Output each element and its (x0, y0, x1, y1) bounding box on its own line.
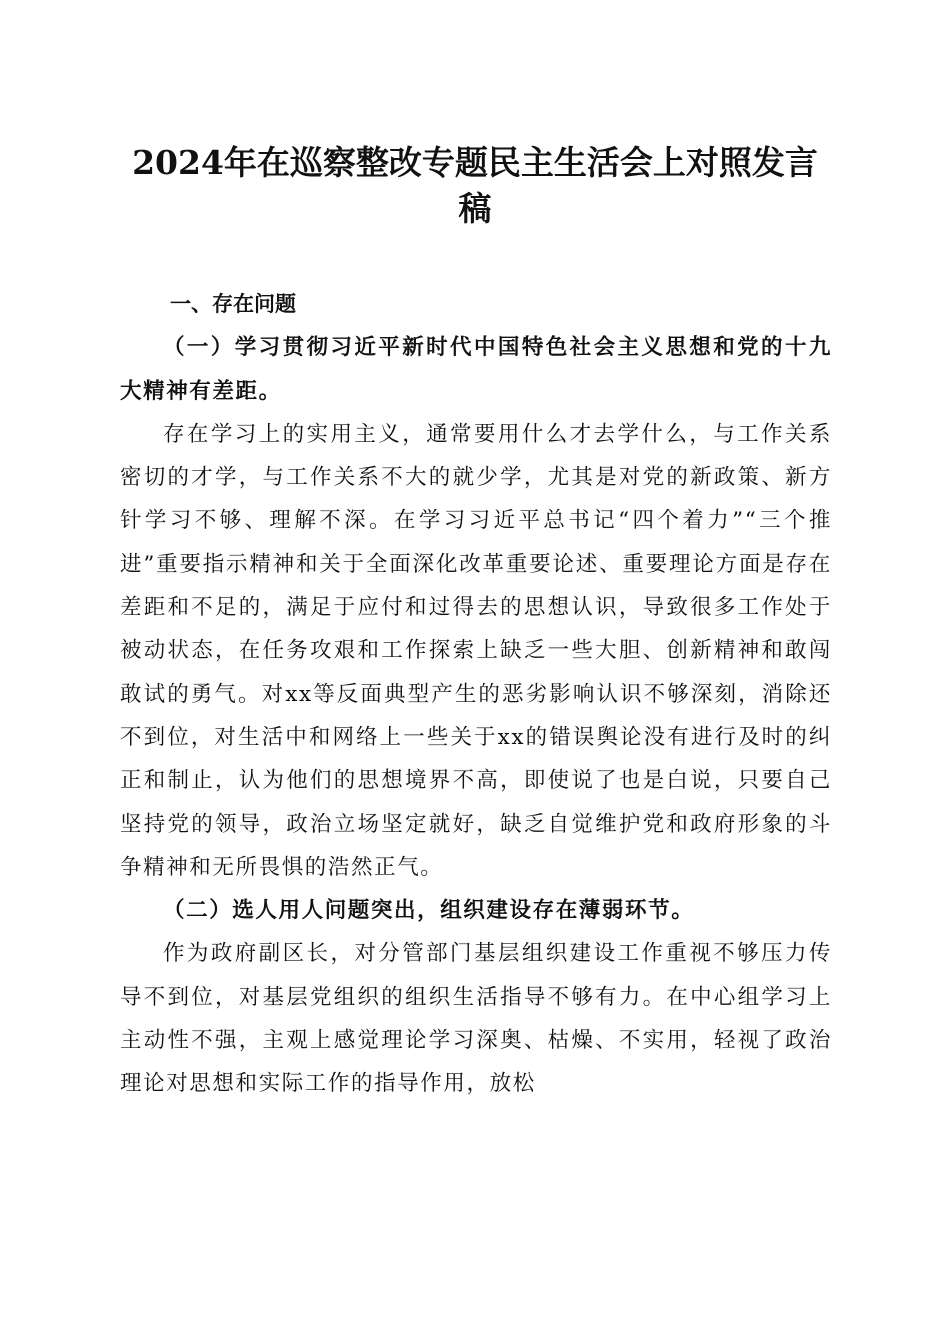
document-title: 2024年在巡察整改专题民主生活会上对照发言稿 (132, 143, 818, 228)
document-body (120, 283, 832, 1106)
subheading-2: （二）选人用人问题突出，组织建设存在薄弱环节。 (163, 898, 695, 924)
paragraph-2: 作为政府副区长，对分管部门基层组织建设工作重视不够压力传导不到位，对基层党组织的组织生活指导不够有力。在中心组学习上主动性不强，主观上感觉理论学习深奥、枯燥、不实用，轻视了政治理论对思想和实际工作的指导作用，放松 (120, 941, 832, 1097)
section-heading: 一、存在问题 (170, 292, 296, 316)
paragraph-1: 存在学习上的实用主义，通常要用什么才去学什么，与工作关系密切的才学，与工作关系不大的就少学，尤其是对党的新政策、新方针学习不够、理解不深。在学习习近平总书记“四个着力”“三个推进”重要指示精神和关于全面深化改革重要论述、重要理论方面是存在差距和不足的，满足于应付和过得去的思想认识，导致很多工作处于被动状态，在任务攻艰和工作探索上缺乏一些大胆、创新精神和敢闯敢试的勇气。对xx等反面典型产生的恶劣影响认识不够深刻，消除还不到位，对生活中和网络上一些关于xx的错误舆论没有进行及时的纠正和制止，认为他们的思想境界不高，即使说了也是白说，只要自己坚持党的领导，政治立场坚定就好，缺乏自觉维护党和政府形象的斗争精神和无所畏惧的浩然正气。 (120, 421, 832, 880)
subheading-1: （一）学习贯彻习近平新时代中国特色社会主义思想和党的十九大精神有差距。 (120, 335, 832, 404)
